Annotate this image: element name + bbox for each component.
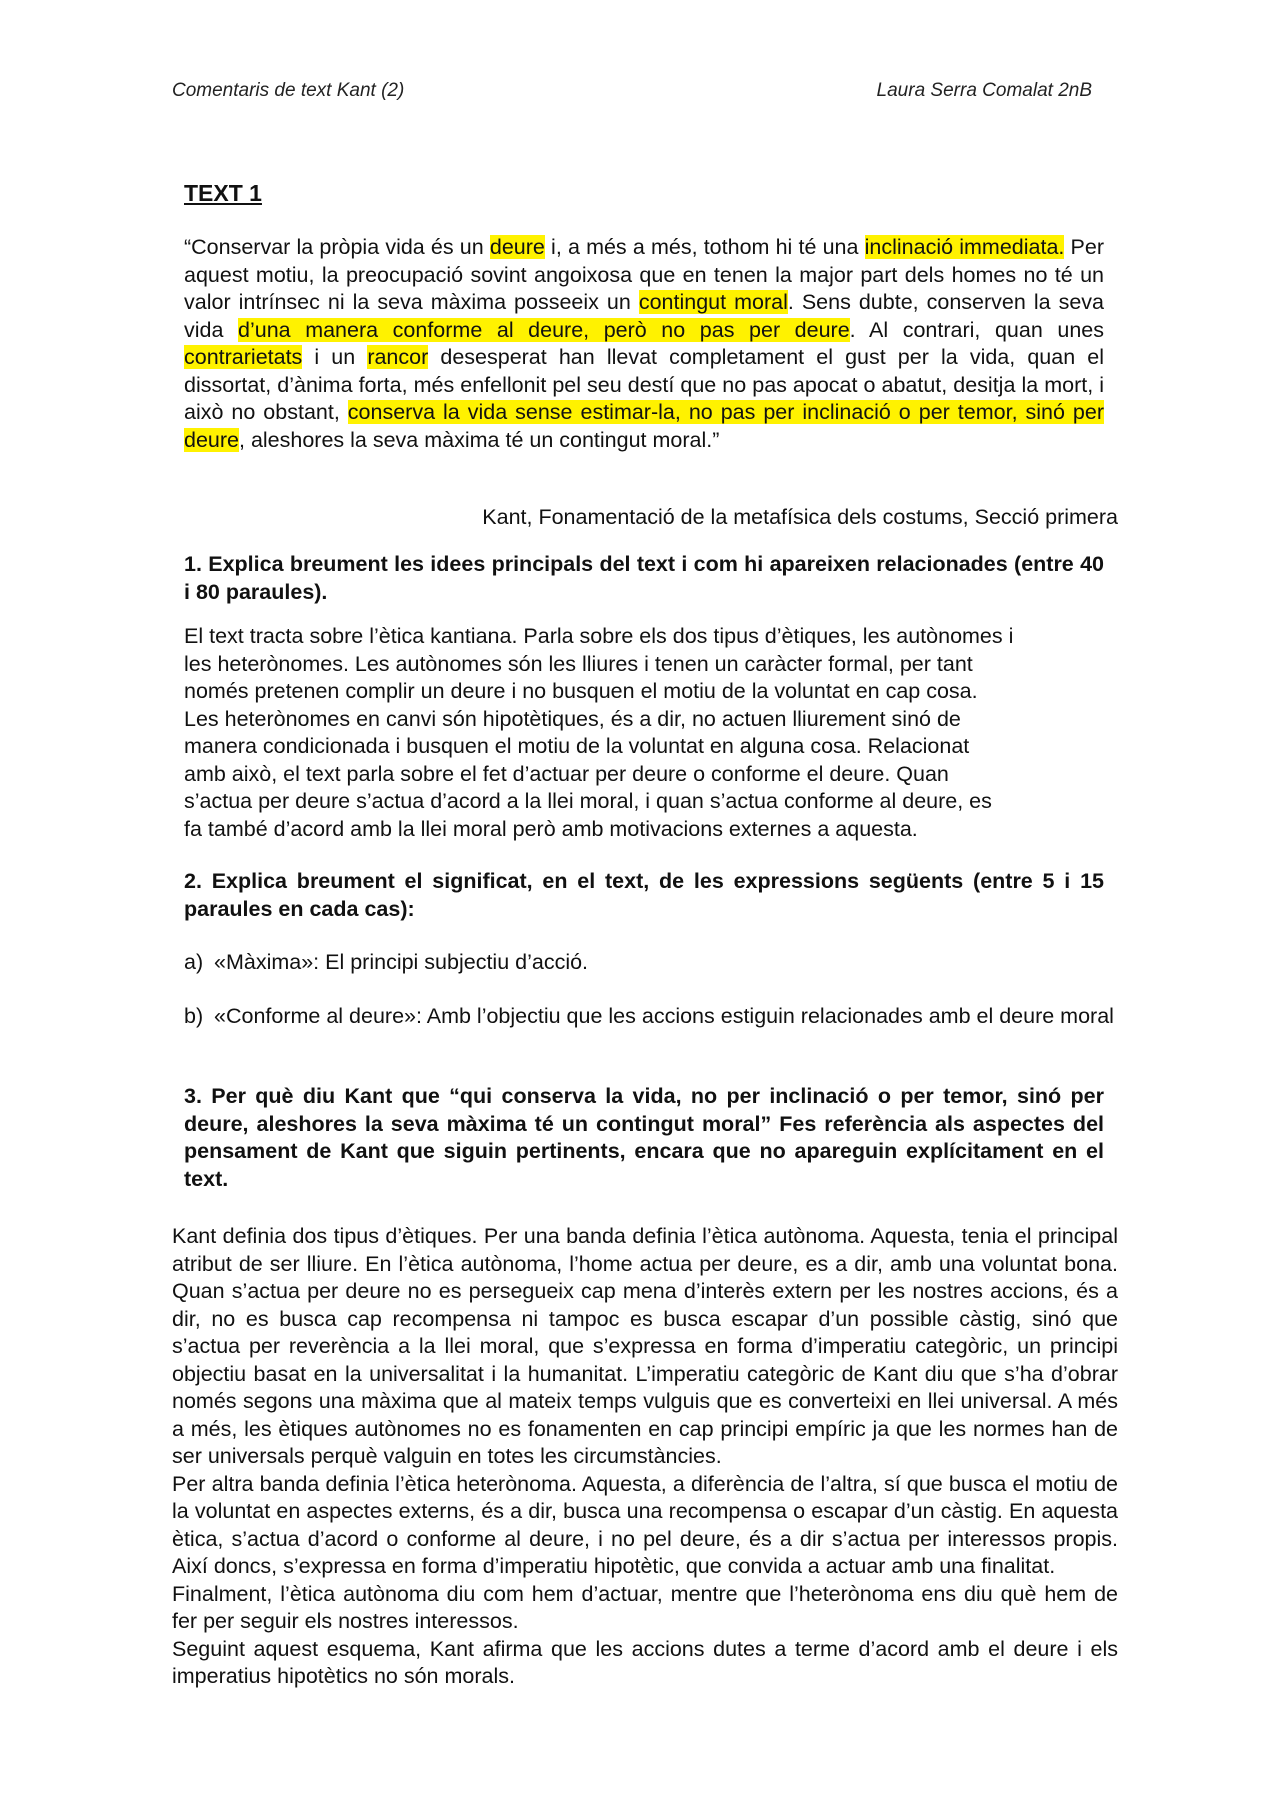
answer-paragraph: Kant definia dos tipus d’ètiques. Per una banda definia l’ètica autònoma. Aquesta, tenia el principal atribut de ser lliure. En l’ètica autònoma, l’home actua per deure, es a dir, amb una voluntat bona. Quan s’actua per deure no es persegueix cap mena d’interès extern per les nostres accions, és a dir, no es busca cap recompensa ni tampoc es busca escapar d’un possible càstig, sinó que s’actua per reverència a la llei moral, que s’expressa en forma d’imperatiu categòric, un principi objectiu basat en la universalitat i la humanitat. L’imperatiu categòric de Kant diu que s’ha d’obrar només segons una màxima que al mateix temps vulguis que es converteixi en llei universal. A més a més, les ètiques autònomes no es fonamenten en cap principi empíric ja que les normes han de ser universals perquè valguin en totes les circumstàncies.	[172, 1224, 1118, 1468]
answer-line: només pretenen complir un deure i no busquen el motiu de la voluntat en cap cosa.	[184, 679, 978, 703]
question-2: 2. Explica breument el significat, en el text, de les expressions següents (entre 5 i 15 paraules en cada cas):	[184, 869, 1104, 921]
header-course-title: Comentaris de text Kant (2)	[172, 80, 405, 101]
section-title: TEXT 1	[184, 180, 262, 206]
answer-line: El text tracta sobre l’ètica kantiana. Parla sobre els dos tipus d’ètiques, les autònomes i	[184, 624, 1014, 648]
answer-line: manera condicionada i busquen el motiu de la voluntat en alguna cosa. Relacionat	[184, 734, 970, 758]
quote-source: Kant, Fonamentació de la metafísica dels costums, Secció primera	[482, 505, 1118, 529]
answer-2b	[184, 1003, 1118, 1031]
answer-paragraph: Per altra banda definia l’ètica heterònoma. Aquesta, a diferència de l’altra, sí que busca el motiu de la voluntat en aspectes externs, és a dir, busca una recompensa o escapar d’un càstig. En aquesta ètica, s’actua d’acord o conforme al deure, i no pel deure, és a dir s’actua per interessos propis. Així doncs, s’expressa en forma d’imperatiu hipotètic, que convida a actuar amb una finalitat.	[172, 1471, 1118, 1578]
quote-highlight: deure	[489, 235, 545, 259]
quote-highlight: inclinació immediata.	[864, 235, 1065, 259]
quote-text: Per aquest motiu, la preocupació sovint angoixosa que en tenen la major part dels homes no té un valor intrínsec ni la seva màxima posseeix un	[184, 235, 1104, 314]
kant-quote	[184, 234, 1104, 454]
answer-line: fa també d’acord amb la llei moral però amb motivacions externes a aquesta.	[184, 816, 918, 841]
quote-text: . Al contrari, quan unes	[849, 317, 1104, 342]
quote-highlight: conserva la vida sense estimar-la, no pas per inclinació o per temor, sinó per deure	[184, 400, 1105, 452]
answer-line: amb això, el text parla sobre el fet d’actuar per deure o conforme el deure. Quan	[184, 761, 949, 786]
quote-highlight: d’una manera conforme al deure, però no pas per deure	[238, 317, 850, 342]
quote-highlight: contrarietats	[184, 345, 303, 369]
answer-2b-text: «Conforme al deure»: Amb l’objectiu que les accions estiguin relacionades amb el deure moral	[214, 1004, 1114, 1028]
answer-1	[184, 623, 1104, 843]
quote-highlight: contingut moral	[638, 290, 788, 314]
quote-highlight: rancor	[367, 345, 429, 369]
answer-2a	[184, 949, 1118, 977]
answer-paragraph: Seguint aquest esquema, Kant afirma que les accions dutes a terme d’acord amb el deure i els imperatius hipotètics no són morals.	[172, 1636, 1118, 1688]
quote-text: , aleshores la seva màxima té un contingut moral.”	[239, 427, 720, 452]
quote-text: i un	[302, 345, 368, 369]
question-1: 1. Explica breument les idees principals del text i com hi apareixen relacionades (entre 40 i 80 paraules).	[184, 552, 1104, 604]
quote-text: “Conservar la pròpia vida és un	[184, 235, 490, 259]
answer-2a-text: «Màxima»: El principi subjectiu d’acció.	[214, 950, 589, 974]
header-author: Laura Serra Comalat 2nB	[876, 80, 1092, 101]
quote-text: . Sens dubte, conserven la seva vida	[184, 290, 1104, 342]
quote-text: i, a més a més, tothom hi té una	[544, 235, 865, 259]
answer-line: les heterònomes. Les autònomes són les lliures i tenen un caràcter formal, per tant	[184, 651, 973, 676]
answer-line: Les heterònomes en canvi són hipotètiques, és a dir, no actuen lliurement sinó de	[184, 706, 961, 731]
question-3: 3. Per què diu Kant que “qui conserva la vida, no per inclinació o per temor, sinó per deure, aleshores la seva màxima té un contingut moral” Fes referència als aspectes del pensament de Kant que siguin pertinents, encara que no apareguin explícitament en el text.	[184, 1084, 1104, 1191]
quote-text: desesperat han llevat completament el gust per la vida, quan el dissortat, d’ànima forta, més enfellonit pel seu destí que no pas apocat o abatut, desitja la mort, i això no obstant,	[184, 345, 1104, 424]
answer-line: s’actua per deure s’actua d’acord a la llei moral, i quan s’actua conforme al deure, es	[184, 789, 992, 813]
page-header	[172, 80, 1092, 106]
answer-3	[172, 1223, 1118, 1691]
answer-2a-label: a)	[184, 950, 204, 974]
answer-2b-label: b)	[184, 1004, 204, 1028]
answer-paragraph: Finalment, l’ètica autònoma diu com hem d’actuar, mentre que l’heterònoma ens diu què hem de fer per seguir els nostres interessos.	[172, 1581, 1118, 1633]
